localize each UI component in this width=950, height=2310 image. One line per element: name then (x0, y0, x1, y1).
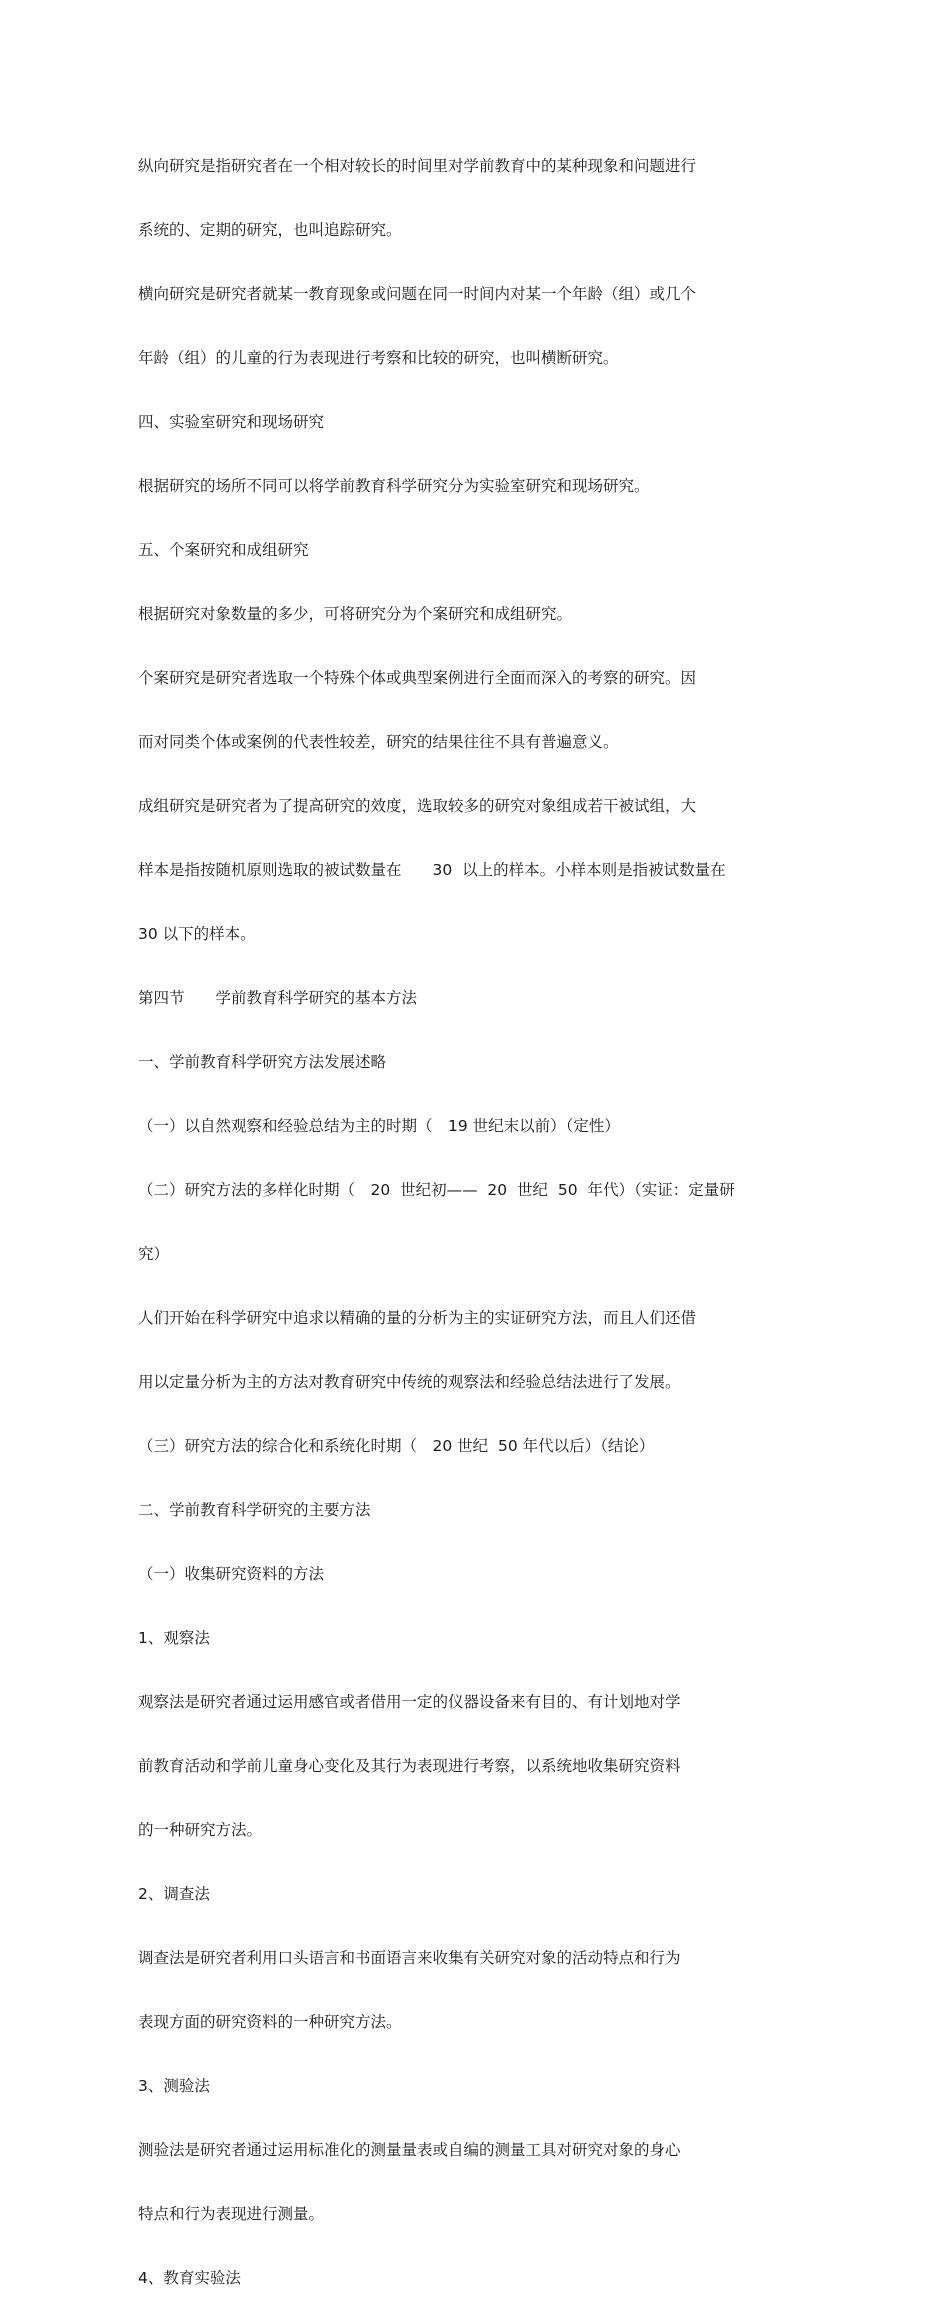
text-line: 用以定量分析为主的方法对教育研究中传统的观察法和经验总结法进行了发展。 (138, 1373, 681, 1391)
item-heading: 4、教育实验法 (138, 2269, 241, 2287)
item-heading: 1、观察法 (138, 1629, 210, 1647)
chapter-heading: 第四节 学前教育科学研究的基本方法 (138, 989, 418, 1007)
text-line: 的一种研究方法。 (138, 1821, 263, 1839)
text-line: 表现方面的研究资料的一种研究方法。 (138, 2013, 402, 2031)
subsection-heading: （一）以自然观察和经验总结为主的时期（ 19 世纪末以前）（定性） (138, 1117, 620, 1135)
item-heading: 3、测验法 (138, 2077, 210, 2095)
subsection-heading: （一）收集研究资料的方法 (138, 1565, 325, 1583)
text-line: 测验法是研究者通过运用标准化的测量量表或自编的测量工具对研究对象的身心 (138, 2141, 681, 2159)
text-line: 人们开始在科学研究中追求以精确的量的分析为主的实证研究方法，而且人们还借 (138, 1309, 697, 1327)
text-line: 前教育活动和学前儿童身心变化及其行为表现进行考察，以系统地收集研究资料 (138, 1757, 681, 1775)
text-line: 30 以下的样本。 (138, 925, 256, 943)
section-heading: 二、学前教育科学研究的主要方法 (138, 1501, 371, 1519)
text-line: 根据研究的场所不同可以将学前教育科学研究分为实验室研究和现场研究。 (138, 477, 650, 495)
text-line: 个案研究是研究者选取一个特殊个体或典型案例进行全面而深入的考察的研究。因 (138, 669, 697, 687)
text-line: 纵向研究是指研究者在一个相对较长的时间里对学前教育中的某种现象和问题进行 (138, 157, 697, 175)
subsection-heading: （三）研究方法的综合化和系统化时期（ 20 世纪 50 年代以后）（结论） (138, 1437, 655, 1455)
text-line: 根据研究对象数量的多少，可将研究分为个案研究和成组研究。 (138, 605, 573, 623)
document-body (138, 116, 818, 2310)
text-line: 系统的、定期的研究，也叫追踪研究。 (138, 221, 402, 239)
text-line: 调查法是研究者利用口头语言和书面语言来收集有关研究对象的活动特点和行为 (138, 1949, 681, 1967)
section-heading: 四、实验室研究和现场研究 (138, 413, 325, 431)
text-line: 特点和行为表现进行测量。 (138, 2205, 325, 2223)
text-line: 究） (138, 1245, 170, 1263)
text-line: 观察法是研究者通过运用感官或者借用一定的仪器设备来有目的、有计划地对学 (138, 1693, 681, 1711)
text-line: 年龄（组）的儿童的行为表现进行考察和比较的研究，也叫横断研究。 (138, 349, 619, 367)
section-heading: 一、学前教育科学研究方法发展述略 (138, 1053, 387, 1071)
item-heading: 2、调查法 (138, 1885, 210, 1903)
text-line: 样本是指按随机原则选取的被试数量在 30 以上的样本。小样本则是指被试数量在 (138, 861, 726, 879)
text-line: 横向研究是研究者就某一教育现象或问题在同一时间内对某一个年龄（组）或几个 (138, 285, 697, 303)
text-line: 成组研究是研究者为了提高研究的效度，选取较多的研究对象组成若干被试组，大 (138, 797, 697, 815)
section-heading: 五、个案研究和成组研究 (138, 541, 309, 559)
text-line: 而对同类个体或案例的代表性较差，研究的结果往往不具有普遍意义。 (138, 733, 619, 751)
subsection-heading: （二）研究方法的多样化时期（ 20 世纪初—— 20 世纪 50 年代）（实证：定量研 (138, 1181, 735, 1199)
